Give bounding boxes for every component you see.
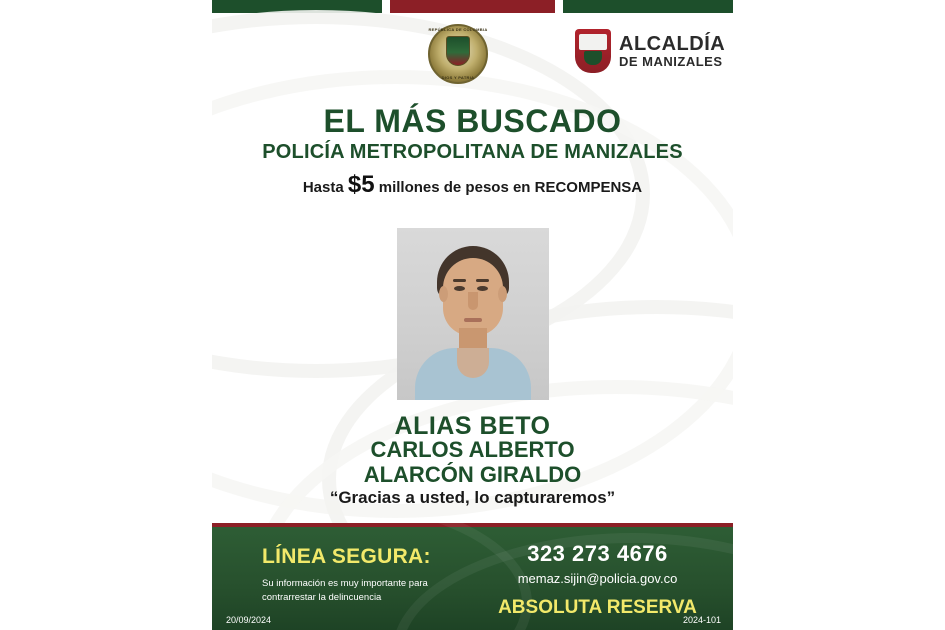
reward-suffix: millones de pesos en RECOMPENSA — [374, 179, 643, 196]
crest-top-text: REPÚBLICA DE COLOMBIA — [428, 27, 488, 32]
alcaldia-line2: DE MANIZALES — [619, 53, 723, 69]
wanted-poster — [212, 0, 733, 630]
topbar-segment-red — [390, 0, 555, 13]
poster-title: EL MÁS BUSCADO — [323, 103, 622, 139]
suspect-name-line2: ALARCÓN GIRALDO — [363, 461, 582, 487]
photo-eye-right — [477, 286, 488, 291]
photo-mouth — [464, 318, 482, 322]
poster-footer — [212, 523, 733, 630]
photo-brow-right — [476, 279, 489, 282]
contact-email[interactable]: memaz.sijin@policia.gov.co — [517, 571, 678, 586]
suspect-photo — [397, 228, 549, 400]
suspect-fullname — [212, 438, 733, 487]
topbar-segment-white-left — [382, 0, 390, 13]
poster-code: 2024-101 — [682, 615, 721, 625]
alcaldia-line1: ALCALDÍA — [619, 32, 726, 55]
footer-info-line2: contrarrestar la delincuencia — [262, 592, 382, 604]
suspect-alias: ALIAS BETO — [394, 412, 551, 440]
police-crest-icon — [424, 20, 492, 88]
absolute-reserve-label: ABSOLUTA RESERVA — [498, 597, 697, 618]
poster-header — [212, 20, 733, 92]
footer-info-text — [262, 577, 437, 606]
suspect-name-line1: CARLOS ALBERTO — [370, 437, 575, 462]
crest-bottom-text: DIOS Y PATRIA — [441, 75, 475, 80]
photo-brow-left — [453, 279, 466, 282]
photo-eye-left — [454, 286, 465, 291]
secure-line-label: LÍNEA SEGURA: — [262, 545, 431, 568]
alcaldia-logo — [575, 29, 725, 73]
topbar-segment-white-right — [555, 0, 563, 13]
contact-phone[interactable]: 323 273 4676 — [527, 541, 668, 566]
alcaldia-wordmark — [619, 34, 725, 69]
poster-subtitle: POLICÍA METROPOLITANA DE MANIZALES — [262, 141, 683, 163]
alcaldia-shield-icon — [575, 29, 611, 73]
photo-nose — [468, 292, 478, 310]
photo-ear-right — [498, 286, 507, 302]
poster-date: 20/09/2024 — [226, 615, 272, 625]
reward-line — [212, 171, 733, 199]
reward-amount: $5 — [347, 171, 375, 198]
reward-prefix: Hasta — [302, 179, 348, 196]
crest-shield — [446, 36, 470, 66]
footer-info-line1: Su información es muy importante para — [262, 578, 428, 589]
photo-ear-left — [439, 286, 448, 302]
poster-quote: “Gracias a usted, lo capturaremos” — [329, 488, 616, 507]
topbar-segment-green-right — [563, 0, 733, 13]
